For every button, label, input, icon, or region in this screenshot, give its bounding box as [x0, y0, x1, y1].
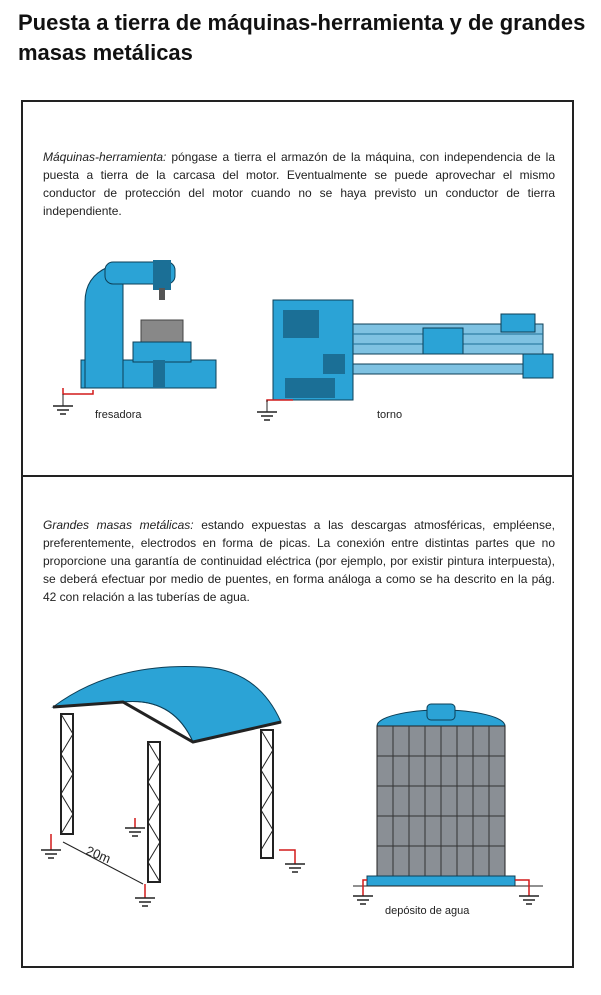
caption-deposito-agua: depósito de agua	[385, 905, 470, 917]
caption-fresadora: fresadora	[95, 409, 142, 421]
metal-masses-figure	[23, 102, 576, 970]
caption-torno: torno	[377, 409, 403, 421]
metal-masses-text: estando expuestas a las descargas atmosféricas, empléense, preferentemente, electrodos en forma de picas. La conexión entre distintas partes que no proporcione una garantía de continuidad eléctrica (por ejemplo, por existir pintura interpuesta), se deberá efectuar por medio de puentes, en forma análoga a como se ha descrito en la pág. 42 con relación a las tuberías de agua.	[43, 518, 555, 604]
machine-tools-lead: Máquinas-herramienta:	[43, 150, 167, 164]
dimension-20m: 20m	[83, 842, 113, 867]
metal-masses-lead: Grandes masas metálicas:	[43, 518, 194, 532]
water-tank-illustration	[353, 704, 543, 904]
page-title: Puesta a tierra de máquinas-herramienta y de grandes masas metálicas	[18, 10, 586, 65]
content-frame	[21, 100, 574, 968]
canopy-structure-illustration	[41, 667, 305, 907]
machine-tools-text: póngase a tierra el armazón de la máquina, con independencia de la puesta a tierra de la carcasa del motor. Eventualmente se puede aprovechar el mismo conductor de protección del motor cuando no se haya previsto un conductor de tierra independiente.	[43, 150, 555, 218]
